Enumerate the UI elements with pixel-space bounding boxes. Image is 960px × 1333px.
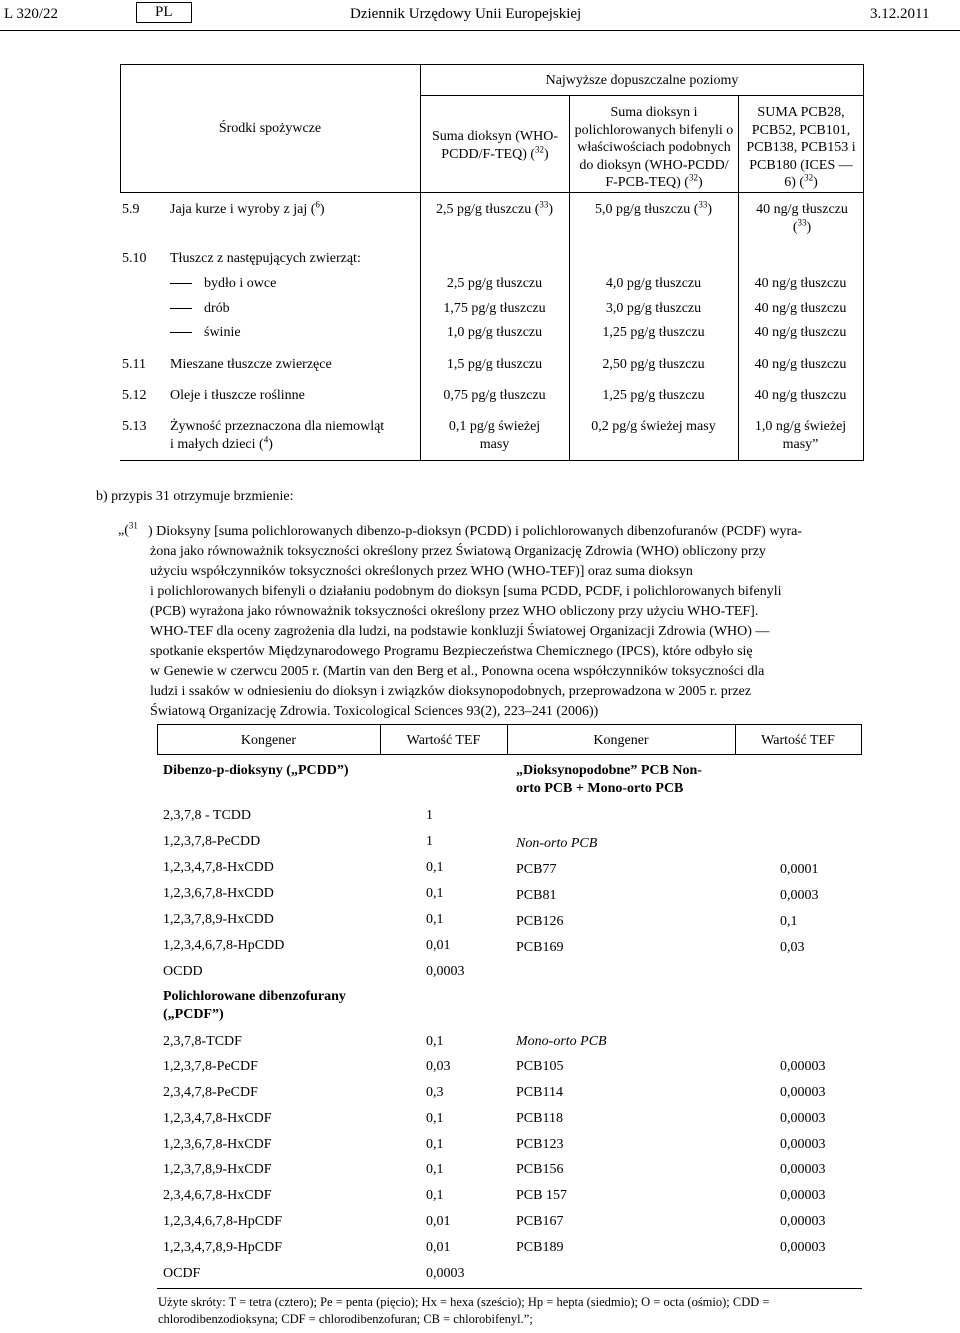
tef-value: 0,01 [426,1240,451,1255]
tef-value: 0,1 [426,1188,444,1203]
tef-value: 0,1 [780,914,798,929]
congener-name: PCB77 [516,862,557,877]
footnote-line: żona jako równoważnik toksyczności określony przez Światową Organizację Zdrowia (WHO) obliczony przy [150,544,766,559]
footnote-line: w Genewie w czerwcu 2005 r. (Martin van den Berg et al., Ponowna ocena współczynników toksyczności dla [150,664,765,679]
non-orto-title: Non-orto PCB [516,836,598,851]
tef-value: 0,00003 [780,1162,826,1177]
footnote-text [150,522,862,722]
value-dioxins: 0,75 pg/g tłuszczu [443,388,546,403]
tef-value: 0,1 [426,1111,444,1126]
tef-value: 0,03 [780,940,805,955]
tef-value: 0,00003 [780,1214,826,1229]
value-dioxins: 2,5 pg/g tłuszczu [446,276,543,291]
journal-title: Dziennik Urzędowy Unii Europejskiej [350,6,582,22]
footnote-line: spotkanie ekspertów Międzynarodowego Programu Bezpieczeństwa Chemicznego (IPCS), które odbyło się [150,644,753,659]
footnote-line: WHO-TEF dla oceny zagrożenia dla ludzi, na podstawie konkluzji Światowej Organizacji Zdrowia (WHO) — [150,624,770,639]
tef-value: 0,00003 [780,1137,826,1152]
row-number: 5.10 [122,251,147,266]
value-dioxins-pcb: 2,50 pg/g tłuszczu [602,357,705,372]
congener-name: 1,2,3,7,8,9-HxCDD [163,912,274,927]
congener-name: 1,2,3,7,8-PeCDD [163,834,261,849]
subrow-name: bydło i owce [170,275,276,293]
col-header-dioxins: Suma dioksyn (WHO-PCDD/F-TEQ) ($^{32}$) [432,129,558,162]
tef-value: 1 [426,834,433,849]
congener-name: 1,2,3,6,7,8-HxCDD [163,886,274,901]
footnote-line: ludzi i ssaków w odniesieniu do dioksyn i związków dioksynopodobnych, przeprowadzona w 2005 r. przez [150,684,752,699]
tef-value: 0,01 [426,938,451,953]
value-pcb-sum: 40 ng/g tłuszczu [754,388,847,403]
tef-value: 0,00003 [780,1111,826,1126]
congener-name: PCB156 [516,1162,564,1177]
header-tef-right: Wartość TEF [761,733,835,748]
tef-value: 0,0003 [780,888,819,903]
congener-name: 1,2,3,4,7,8-HxCDF [163,1111,272,1126]
tef-value: 0,3 [426,1085,444,1100]
row-number: 5.12 [122,388,147,403]
value-dioxins-pcb: 3,0 pg/g tłuszczu [605,301,702,316]
pcdf-section-title: Polichlorowane dibenzofurany („PCDF”) [163,989,346,1022]
congener-name: PCB 157 [516,1188,567,1203]
value-dioxins-pcb: 1,25 pg/g tłuszczu [602,325,705,340]
tef-value: 0,0003 [426,1266,465,1281]
publication-date: 3.12.2011 [870,6,930,22]
footnote-marker: „($^{31}$ [118,520,138,538]
header-congener-left: Kongener [240,733,297,748]
value-dioxins-pcb: 5,0 pg/g tłuszczu ($^{33}$) [594,199,713,217]
footnote-line: użyciu współczynników toksyczności określonych przez WHO (WHO-TEF)] oraz suma dioksyn [150,564,693,579]
congener-name: PCB189 [516,1240,564,1255]
mono-orto-title: Mono-orto PCB [516,1034,607,1049]
congener-name: 1,2,3,4,6,7,8-HpCDF [163,1214,283,1229]
row-name: Oleje i tłuszcze roślinne [170,388,305,403]
pcb-section-title: „Dioksynopodobne” PCB Non- orto PCB + Mono-orto PCB [516,763,702,796]
congener-name: PCB169 [516,940,564,955]
tef-value: 0,1 [426,886,444,901]
tef-value: 0,0001 [780,862,819,877]
footnote-line: Światową Organizację Zdrowia. Toxicological Sciences 93(2), 223–241 (2006)) [150,704,599,719]
row-name: Tłuszcz z następujących zwierząt: [170,251,361,266]
pcdd-section-title: Dibenzo-p-dioksyny („PCDD”) [163,763,349,778]
congener-name: 1,2,3,6,7,8-HxCDF [163,1137,272,1152]
congener-name: 2,3,7,8 - TCDD [163,808,252,823]
congener-name: 2,3,7,8-TCDF [163,1034,242,1049]
tef-value: 0,01 [426,1214,451,1229]
value-dioxins: 1,0 pg/g tłuszczu [446,325,543,340]
congener-name: 1,2,3,7,8,9-HxCDF [163,1162,272,1177]
tef-value: 0,1 [426,1162,444,1177]
congener-name: PCB126 [516,914,564,929]
value-dioxins: 0,1 pg/g świeżej masy [448,419,541,452]
amendment-intro: b) przypis 31 otrzymuje brzmienie: [96,489,294,504]
tef-value: 0,00003 [780,1059,826,1074]
header-tef-left: Wartość TEF [406,733,481,748]
congener-name: 1,2,3,4,6,7,8-HpCDD [163,938,285,953]
tef-value: 1 [426,808,433,823]
congener-name: PCB167 [516,1214,564,1229]
value-pcb-sum: 40 ng/g tłuszczu [754,276,847,291]
tef-value: 0,1 [426,860,444,875]
col-header-dioxins-pcb: Suma dioksyn i polichlorowanych bifenyli o właściwościach podobnych do dioksyn (WHO-PCDD/ F-PCB-TEQ) ($^{32}$) [574,105,734,190]
tef-value: 0,0003 [426,964,465,979]
value-pcb-sum: 1,0 ng/g świeżej masy” [754,419,847,452]
value-dioxins: 2,5 pg/g tłuszczu ($^{33}$) [435,199,554,217]
row-number: 5.13 [122,419,147,434]
congener-name: PCB81 [516,888,557,903]
value-dioxins-pcb: 4,0 pg/g tłuszczu [605,276,702,291]
row-name: Mieszane tłuszcze zwierzęce [170,357,332,372]
footnote-line: i polichlorowanych bifenyli o działaniu podobnym do dioksyn [suma PCDD, PCDF, i polichlorowanych bifenyli [150,584,782,599]
language-badge: PL [136,2,192,23]
page-number: L 320/22 [4,6,59,22]
congener-name: 1,2,3,4,7,8,9-HpCDF [163,1240,283,1255]
congener-name: PCB114 [516,1085,563,1100]
congener-name: 2,3,4,6,7,8-HxCDF [163,1188,272,1203]
col-header-pcb-sum: SUMA PCB28, PCB52, PCB101, PCB138, PCB153 i PCB180 (ICES — 6) ($^{32}$) [746,105,856,190]
col-header-food: Środki spożywcze [218,121,322,136]
value-pcb-sum: 40 ng/g tłuszczu ($^{33}$) [756,202,848,235]
abbreviations-note: Użyte skróty: T = tetra (cztero); Pe = penta (pięcio); Hx = hexa (sześcio); Hp = hepta (siedmio); O = octa (ośmio); CDD = chlorodibenzodioksyna; CDF = chlorodibenzofuran; CB = chlorobifenyl.”; [158,1295,770,1326]
subrow-name: świnie [170,324,241,342]
congener-name: PCB118 [516,1111,563,1126]
value-pcb-sum: 40 ng/g tłuszczu [754,357,847,372]
congener-name: 1,2,3,4,7,8-HxCDD [163,860,274,875]
congener-name: 1,2,3,7,8-PeCDF [163,1059,258,1074]
row-name: Jaja kurze i wyroby z jaj ($^6$) [170,199,325,217]
tef-value: 0,00003 [780,1240,826,1255]
value-pcb-sum: 40 ng/g tłuszczu [754,325,847,340]
header-congener-right: Kongener [593,733,649,748]
value-dioxins-pcb: 1,25 pg/g tłuszczu [602,388,705,403]
congener-name: 2,3,4,7,8-PeCDF [163,1085,258,1100]
row-name: Żywność przeznaczona dla niemowląt i małych dzieci ($^4$) [170,419,385,452]
value-dioxins-pcb: 0,2 pg/g świeżej masy [591,419,716,434]
page-header [0,0,960,31]
value-pcb-sum: 40 ng/g tłuszczu [754,301,847,316]
tef-value: 0,1 [426,1034,444,1049]
tef-value: 0,1 [426,1137,444,1152]
tef-value: 0,00003 [780,1085,826,1100]
footnote-line: (PCB) wyrażona jako równoważnik toksyczności określony przez WHO obliczony przy użyciu WHO-TEF]. [150,604,759,619]
value-dioxins: 1,75 pg/g tłuszczu [443,301,546,316]
congener-name: OCDD [163,964,203,979]
tef-value: 0,00003 [780,1188,826,1203]
footnote-line: ) Dioksyny [suma polichlorowanych dibenzo-p-dioksyn (PCDD) i polichlorowanych dibenzofuranów (PCDF) wyra- [148,524,802,539]
congener-name: OCDF [163,1266,201,1281]
congener-name: PCB105 [516,1059,564,1074]
tef-value: 0,1 [426,912,444,927]
group-header: Najwyższe dopuszczalne poziomy [545,73,739,88]
subrow-name: drób [170,300,230,318]
congener-name: PCB123 [516,1137,564,1152]
row-number: 5.11 [122,357,146,372]
value-dioxins: 1,5 pg/g tłuszczu [446,357,543,372]
row-number: 5.9 [122,202,140,217]
tef-value: 0,03 [426,1059,451,1074]
